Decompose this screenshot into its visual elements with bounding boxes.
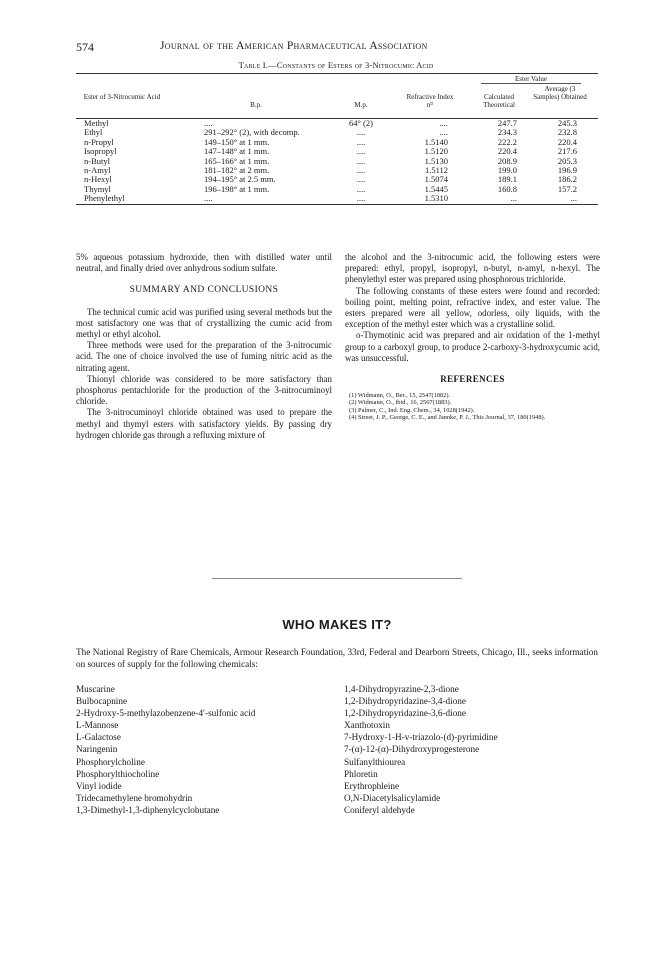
calculated-value-cell: 208.9: [497, 155, 517, 166]
summary-paragraph: The following constants of these esters were found and recorded: boiling point, melting point, refractive index, and ester value. The esters prepared were all yellow, odorless, oily liquids, with the exception of the methyl ester which was a crystalline solid.: [345, 285, 600, 330]
left-column: [76, 252, 332, 441]
chemical-item: 7-(α)-12-(α)-Dihydroxyprogesterone: [344, 744, 480, 755]
chemical-item: 7-Hydroxy-1-H-v-triazolo-(d)-pyrimidine: [344, 732, 498, 743]
chemical-item: Muscarine: [76, 684, 115, 694]
table-row: [76, 194, 598, 203]
average-value-cell: 205.3: [557, 155, 577, 166]
refractive-index-cell: ....: [439, 118, 448, 128]
refractive-index-cell: ....: [439, 127, 448, 138]
calculated-value-cell: 189.1: [497, 174, 517, 185]
table-body: [76, 119, 598, 204]
refractive-index-cell: 1.5445: [424, 183, 448, 194]
table-row: [76, 138, 598, 147]
average-value-cell: ...: [570, 193, 577, 204]
calculated-value-cell: ...: [510, 193, 517, 204]
melting-point-cell: 64° (2): [349, 118, 373, 128]
refractive-index-cell: 1.5120: [424, 146, 448, 157]
chemical-item: Phosphorylcholine: [76, 756, 145, 767]
refractive-index-cell: 1.5112: [424, 164, 448, 175]
refractive-index-cell: 1.5310: [424, 193, 448, 204]
references-heading: REFERENCES: [440, 374, 505, 385]
summary-paragraph: The technical cumic acid was purified using several methods but the most satisfactory one was that of crystallizing the cumic acid from methyl or ethyl alcohol.: [76, 306, 332, 340]
chemical-item: Naringenin: [76, 744, 118, 755]
boiling-point-cell: 149–150° at 1 mm.: [204, 136, 270, 147]
ester-name-cell: Ethyl: [84, 127, 103, 138]
reference-item: (4) Street, J. P., George, C. E., and Jannke, P. J., This Journal, 37, 180(1948).: [349, 413, 546, 421]
ester-name-cell: Thymyl: [84, 183, 111, 194]
chemical-item: Sulfanylthiourea: [344, 756, 406, 767]
table-row: [76, 185, 598, 194]
average-value-cell: 157.2: [557, 183, 577, 194]
chemical-item: Bulbocapnine: [76, 696, 128, 707]
chemical-item: Vinyl iodide: [76, 780, 122, 791]
right-column: [345, 252, 600, 421]
ester-name-cell: Phenylethyl: [84, 193, 125, 204]
boiling-point-cell: 181–182° at 2 mm.: [204, 164, 270, 175]
average-header: Average (3 Samples) Obtained: [533, 85, 587, 101]
summary-paragraph: The 3-nitrocuminoyl chloride obtained was used to prepare the methyl and thymyl esters with satisfactory yields. By passing dry hydrogen chloride gas through a refluxing mixture of: [76, 407, 332, 440]
chemical-item: L-Mannose: [76, 720, 119, 731]
calculated-value-cell: 199.0: [497, 164, 517, 175]
ester-name-cell: n-Butyl: [84, 155, 110, 166]
melting-point-cell: ....: [356, 193, 366, 204]
summary-heading: SUMMARY AND CONCLUSIONS: [129, 285, 279, 296]
chemical-item: O,N-Diacetylsalicylamide: [344, 792, 441, 803]
chemical-item: Phosphorylthiocholine: [76, 768, 160, 779]
boiling-point-cell: ....: [204, 193, 213, 204]
average-value-cell: 245.3: [557, 118, 577, 128]
chemical-item: 1,2-Dihydropyridazine-3,4-dione: [344, 696, 466, 707]
calculated-value-cell: 247.7: [497, 118, 517, 128]
chemical-list-right: [344, 683, 604, 816]
table-title: Table I.—Constants of Esters of 3-Nitrocumic Acid: [238, 60, 434, 70]
melting-point-cell: ....: [356, 183, 366, 194]
chemical-item: Tridecamethylene bromohydrin: [76, 792, 193, 803]
table-row: [76, 157, 598, 166]
average-value-cell: 186.2: [557, 174, 577, 185]
refractive-index-cell: 1.5130: [424, 155, 448, 166]
refractive-index-cell: 1.5074: [424, 174, 448, 185]
calculated-value-cell: 160.8: [497, 183, 517, 194]
ester-value-group-header: Ester Value: [481, 75, 581, 84]
reference-item: (3) Palmer, C., Ind. Eng. Chem., 34, 1028(1942).: [349, 406, 475, 414]
table-row: [76, 166, 598, 175]
boiling-point-cell: ....: [204, 118, 213, 128]
boiling-point-cell: 165–166° at 1 mm.: [204, 155, 270, 166]
reference-item: (2) Widmann, O., ibid., 16, 2567(1883).: [349, 399, 452, 407]
boiling-point-cell: 147–148° at 1 mm.: [204, 146, 270, 157]
melting-point-cell: ....: [356, 155, 366, 166]
table-header: [76, 74, 598, 118]
calculated-value-cell: 220.4: [497, 146, 517, 157]
average-value-cell: 232.8: [557, 127, 577, 138]
page-number: 574: [76, 40, 94, 54]
table-row: [76, 128, 598, 137]
intro-paragraph: 5% aqueous potassium hydroxide, then with distilled water until neutral, and finally dried over anhydrous sodium sulfate.: [76, 252, 332, 274]
table-row: [76, 175, 598, 184]
reference-item: (1) Widmann, O., Ber., 15, 2547(1882).: [349, 392, 451, 400]
chemical-item: 1,2-Dihydropyridazine-3,6-dione: [344, 708, 466, 719]
calculated-header: Calculated Theoretical: [483, 93, 515, 109]
chemical-item: Coniferyl aldehyde: [344, 804, 415, 815]
chemical-item: L-Galactose: [76, 732, 121, 743]
table-row: [76, 119, 598, 128]
ester-column-header: Ester of 3-Nitrocumic Acid: [83, 93, 161, 101]
boiling-point-cell: 196–198° at 1 mm.: [204, 183, 270, 194]
summary-paragraph: Three methods were used for the preparation of the 3-nitrocumic acid. The one of choice involved the use of fuming nitric acid as the nitrating agent.: [76, 340, 332, 373]
average-value-cell: 196.9: [557, 164, 577, 175]
boiling-point-cell: 194–195° at 2.5 mm.: [204, 174, 276, 185]
melting-point-cell: ....: [356, 146, 366, 157]
ester-name-cell: Isopropyl: [84, 146, 117, 157]
refractive-index-cell: 1.5140: [424, 136, 448, 147]
chemical-item: 1,4-Dihydropyrazine-2,3-dione: [344, 684, 459, 694]
melting-point-cell: ....: [356, 174, 366, 185]
ester-name-cell: n-Propyl: [84, 136, 114, 147]
ester-name-cell: Methyl: [84, 118, 109, 128]
ester-constants-table: [76, 73, 598, 205]
refractive-index-header: Refractive Index nᴰ: [406, 93, 454, 109]
chemical-item: Phloretin: [344, 768, 378, 779]
chemical-item: Xanthotoxin: [344, 720, 390, 731]
calculated-value-cell: 222.2: [497, 136, 517, 147]
calculated-value-cell: 234.3: [497, 127, 517, 138]
boiling-point-cell: 291–292° (2), with decomp.: [204, 127, 300, 138]
melting-point-cell: ....: [356, 164, 366, 175]
table-bottom-rule: [76, 204, 598, 205]
table-row: [76, 147, 598, 156]
summary-paragraph: Thionyl chloride was considered to be more satisfactory than phosphorus pentachloride for the production of the 3-nitrocuminoyl chloride.: [76, 373, 332, 407]
who-makes-it-heading: WHO MAKES IT?: [282, 617, 392, 632]
average-value-cell: 217.6: [557, 146, 577, 157]
journal-title: Journal of the American Pharmaceutical Association: [160, 40, 428, 52]
mp-column-header: M.p.: [354, 101, 368, 109]
ester-name-cell: n-Amyl: [84, 164, 111, 175]
ester-name-cell: n-Hexyl: [84, 174, 112, 185]
continuation-paragraph: the alcohol and the 3-nitrocumic acid, the following esters were prepared: ethyl, propyl, isopropyl, n-butyl, n-amyl, n-hexyl. The phenylethyl ester was prepared using phosphorous trichloride.: [345, 252, 600, 285]
who-makes-it-intro: The National Registry of Rare Chemicals, Armour Research Foundation, 33rd, Federal and Dearborn Streets, Chicago, Ill., seeks information on sources of supply for the following chemicals:: [76, 647, 598, 670]
section-divider: [212, 578, 462, 579]
chemical-item: 2-Hydroxy-5-methylazobenzene-4′-sulfonic acid: [76, 708, 256, 719]
melting-point-cell: ....: [356, 136, 366, 147]
summary-paragraph: o-Thymotinic acid was prepared and air oxidation of the 1-methyl group to a carboxyl group, to produce 2-carboxy-3-hydroxycumic acid, was unsuccessful.: [345, 330, 600, 363]
bp-column-header: B.p.: [250, 101, 262, 109]
chemical-list-left: [76, 683, 336, 816]
melting-point-cell: ....: [356, 127, 366, 138]
average-value-cell: 220.4: [557, 136, 577, 147]
chemical-item: Erythrophleine: [344, 780, 400, 791]
chemical-item: 1,3-Dimethyl-1,3-diphenylcyclobutane: [76, 804, 220, 815]
